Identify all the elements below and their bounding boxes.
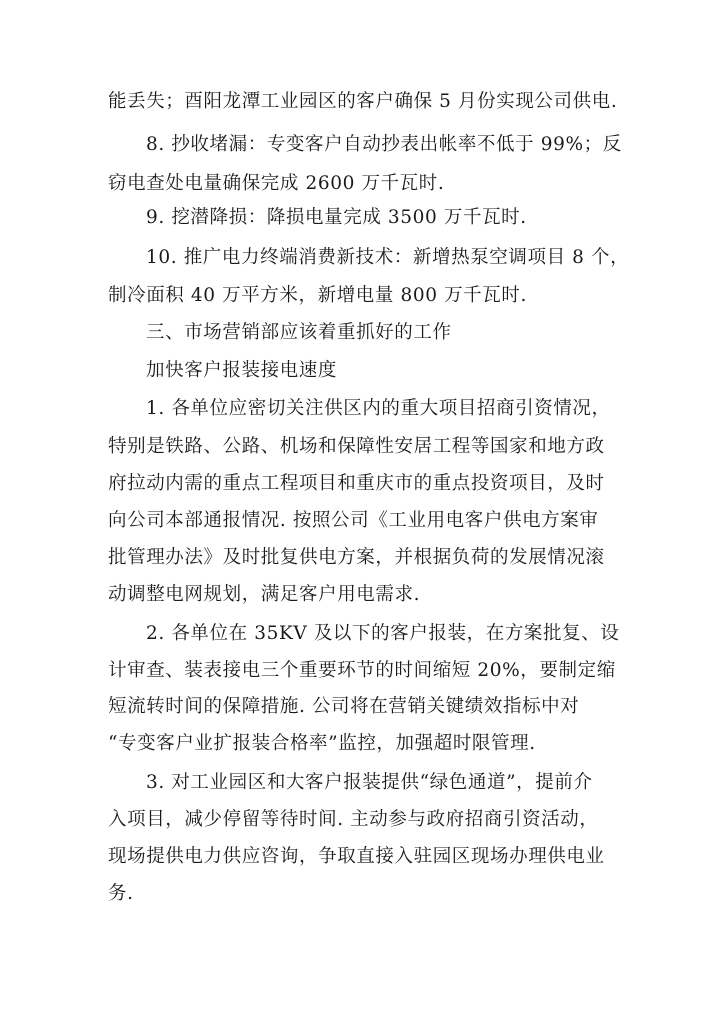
text-line: 窃电查处电量确保完成 2600 万千瓦时. <box>108 173 445 194</box>
text-line: 现场提供电力供应咨询，争取直接入驻园区现场办理供电业 <box>108 846 605 867</box>
text-line: 务. <box>108 883 134 904</box>
text-line: 短流转时间的保障措施. 公司将在营销关键绩效指标中对 <box>108 696 580 717</box>
text-line: 2. 各单位在 35KV 及以下的客户报装，在方案批复、设 <box>146 623 620 644</box>
text-line: 制冷面积 40 万平方米，新增电量 800 万千瓦时. <box>108 285 527 306</box>
text-line: 向公司本部通报情况. 按照公司《工业用电客户供电方案审 <box>108 510 599 531</box>
subsection-heading: 加快客户报装接电速度 <box>146 360 338 381</box>
text-line: 能丢失；酉阳龙潭工业园区的客户确保 5 月份实现公司供电. <box>108 91 618 112</box>
text-line: 入项目，减少停留等待时间. 主动参与政府招商引资活动， <box>108 809 599 830</box>
text-line: 动调整电网规划，满足客户用电需求. <box>108 584 421 605</box>
text-line: 1. 各单位应密切关注供区内的重大项目招商引资情况， <box>146 398 611 419</box>
text-line: 9. 挖潜降损：降损电量完成 3500 万千瓦时. <box>146 207 527 228</box>
text-line: 3. 对工业园区和大客户报装提供“绿色通道”，提前介 <box>146 772 593 793</box>
section-heading: 三、市场营销部应该着重抓好的工作 <box>146 322 452 343</box>
text-line: 8. 抄收堵漏：专变客户自动抄表出帐率不低于 99%；反 <box>146 134 622 155</box>
text-line: “专变客户业扩报装合格率”监控，加强超时限管理. <box>108 733 536 754</box>
text-line: 府拉动内需的重点工程项目和重庆市的重点投资项目，及时 <box>108 473 605 494</box>
text-line: 特别是铁路、公路、机场和保障性安居工程等国家和地方政 <box>108 436 605 457</box>
text-line: 计审查、装表接电三个重要环节的时间缩短 20%，要制定缩 <box>108 660 616 681</box>
text-line: 10. 推广电力终端消费新技术：新增热泵空调项目 8 个， <box>146 247 630 268</box>
text-line: 批管理办法》及时批复供电方案，并根据负荷的发展情况滚 <box>108 547 605 568</box>
